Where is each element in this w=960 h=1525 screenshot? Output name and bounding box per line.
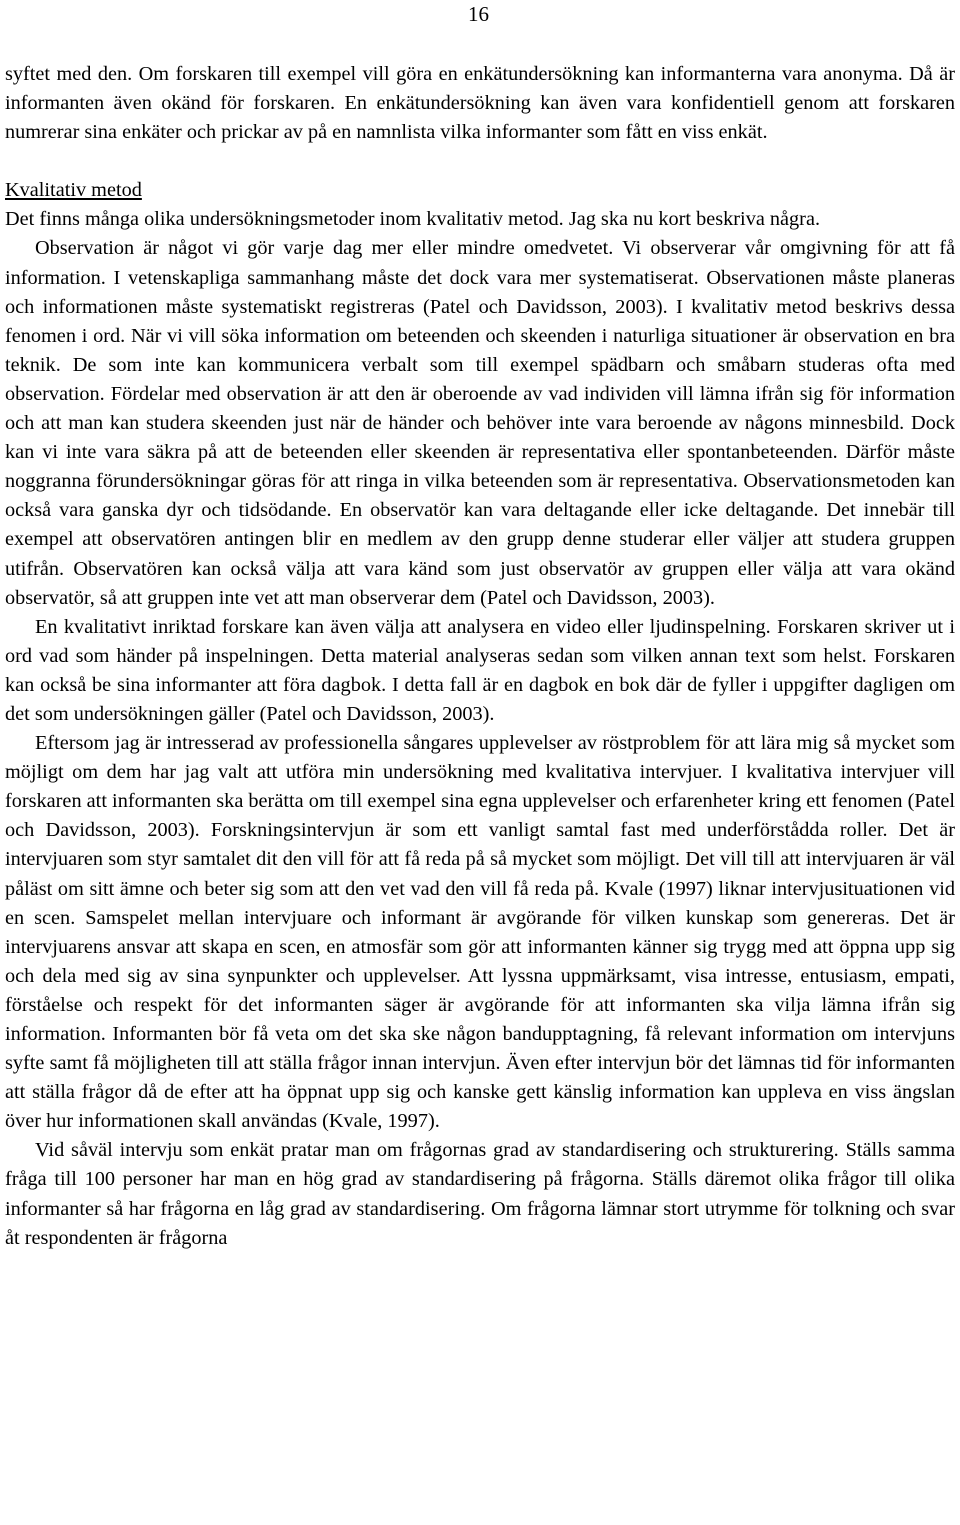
observation-paragraph: Observation är något vi gör varje dag mer eller mindre omedvetet. Vi observerar vår omgivning för att få information. I vetenskapliga sammanhang måste det dock vara mer systematiserat. Observationen måste planeras och informationen måste systematiskt registreras (Patel och Davidsson, 2003). I kvalitativ metod beskrivs dessa fenomen i ord. När vi vill söka information om beteenden och skeenden i naturliga situationer är observation en bra teknik. De som inte kan kommunicera verbalt som till exempel spädbarn och småbarn studeras ofta med observation. Fördelar med observation är att den är oberoende av vad individen vill lämna ifrån sig för information och att man kan studera skeenden just när de händer och behöver inte vara beroende av någons minnesbild. Dock kan vi inte vara säkra på att de beteenden eller skeenden är representativa eller spontanbeteenden. Därför måste noggranna förundersökningar göras för att ringa in vilka beteenden som är representativa. Observationsmetoden kan också vara ganska dyr och tidsödande. En observatör kan vara deltagande eller icke deltagande. Det innebär till exempel att observatören antingen blir en medlem av den grupp denne studerar eller väljer att studera gruppen utifrån. Observatören kan också välja att vara känd som just observatör av gruppen eller välja att vara okänd observatör, så att gruppen inte vet att man observerar dem (Patel och Davidsson, 2003). xyxy=(5,237,955,609)
section-lead-paragraph: Det finns många olika undersökningsmetoder inom kvalitativ metod. Jag ska nu kort beskriva några. xyxy=(5,208,821,231)
document-body xyxy=(5,60,955,1253)
page-number: 16 xyxy=(468,2,489,26)
section-heading: Kvalitativ metod xyxy=(5,179,142,202)
recording-paragraph: En kvalitativt inriktad forskare kan även välja att analysera en video eller ljudinspelning. Forskaren skriver ut i ord vad som händer på inspelningen. Detta material analyseras sedan som vilken annan text som helst. Forskaren kan också be sina informanter att föra dagbok. I detta fall är en dagbok en bok där de fyller i uppgifter dagligen om det som undersökningen gäller (Patel och Davidsson, 2003). xyxy=(5,615,955,725)
standardization-paragraph: Vid såväl intervju som enkät pratar man om frågornas grad av standardisering och strukturering. Ställs samma fråga till 100 personer har man en hög grad av standardisering på frågorna. Ställs däremot olika frågor till olika informanter så har frågorna en låg grad av standardisering. Om frågorna lämnar stort utrymme för tolkning och svar åt respondenten är frågorna xyxy=(5,1139,955,1249)
intro-paragraph: syftet med den. Om forskaren till exempel vill göra en enkätundersökning kan informanterna vara anonyma. Då är informanten även okänd för forskaren. En enkätundersökning kan även vara konfidentiell genom att forskaren numrerar sina enkäter och prickar av på en namnlista vilka informanter som fått en viss enkät. xyxy=(5,63,955,144)
interview-paragraph: Eftersom jag är intresserad av professionella sångares upplevelser av röstproblem för att lära mig så mycket som möjligt om dem har jag valt att utföra min undersökning med kvalitativa intervjuer. I kvalitativa intervjuer vill forskaren att informanten ska berätta om till exempel sina egna upplevelser och erfarenheter kring ett fenomen (Patel och Davidsson, 2003). Forskningsintervjun är som ett vanligt samtal fast med underförstådda roller. Det är intervjuaren som styr samtalet dit den vill för att få reda på så mycket som möjligt. Det vill till att intervjuaren är väl påläst om sitt ämne och beter sig som att den vet vad den vill få reda på. Kvale (1997) liknar intervjusituationen vid en scen. Samspelet mellan intervjuare och informant är avgörande för vilken kunskap som genereras. Det är intervjuarens ansvar att skapa en scen, en atmosfär som gör att informanten känner sig trygg med att öppna upp sig och dela med sig av sina synpunkter och upplevelser. Att lyssna uppmärksamt, visa intresse, entusiasm, empati, förståelse och respekt för det informanten säger är avgörande för att informanten ska vilja lämna ifrån sig information. Informanten bör få veta om det ska ske någon bandupptagning, få relevant information om intervjuns syfte samt få möjligheten till att ställa frågor innan intervjun. Även efter intervjun bör det lämnas tid för informanten att ställa frågor då de efter att ha öppnat upp sig och kanske gett känslig information kan uppleva en viss ängslan över hur informationen skall användas (Kvale, 1997). xyxy=(5,732,955,1133)
